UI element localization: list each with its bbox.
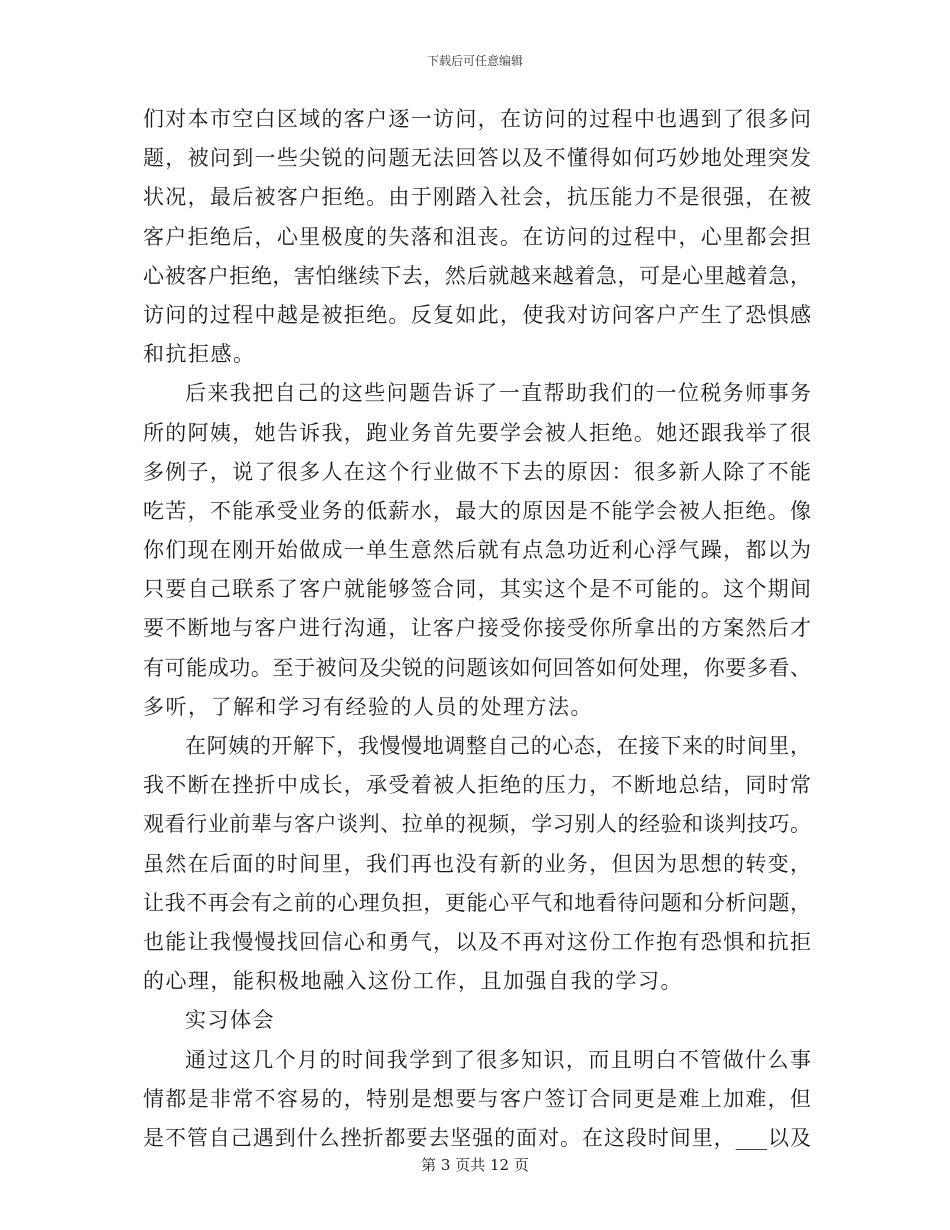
text-line: 吃苦，不能承受业务的低薪水，最大的原因是不能学会被人拒绝。像 [143, 498, 811, 523]
text-line: 多例子，说了很多人在这个行业做不下去的原因：很多新人除了不能 [143, 459, 811, 484]
text-line: 状况，最后被客户拒绝。由于刚踏入社会，抗压能力不是很强，在被 [143, 185, 811, 210]
text-line: 有可能成功。至于被问及尖锐的问题该如何回答如何处理，你要多看、 [143, 655, 811, 680]
text-line: 也能让我慢慢找回信心和勇气，以及不再对这份工作抱有恐惧和抗拒 [143, 929, 811, 954]
text-line: 所的阿姨，她告诉我，跑业务首先要学会被人拒绝。她还跟我举了很 [143, 420, 811, 445]
text-line: 和抗拒感。 [143, 342, 256, 367]
text-line: 访问的过程中越是被拒绝。反复如此，使我对访问客户产生了恐惧感 [143, 302, 811, 327]
text-line: 多听，了解和学习有经验的人员的处理方法。 [143, 694, 593, 719]
text-line: 要不断地与客户进行沟通，让客户接受你接受你所拿出的方案然后才 [143, 616, 811, 641]
document-body [143, 100, 811, 1158]
text-line: 虽然在后面的时间里，我们再也没有新的业务，但因为思想的转变， [143, 851, 811, 876]
text-line: 通过这几个月的时间我学到了很多知识，而且明白不管做什么事 [185, 1047, 811, 1072]
text-line: 是不管自己遇到什么挫折都要去坚强的面对。在这段时间里，___以及 [143, 1125, 811, 1150]
text-line: 只要自己联系了客户就能够签合同，其实这个是不可能的。这个期间 [143, 577, 811, 602]
text-line: 你们现在刚开始做成一单生意然后就有点急功近利心浮气躁，都以为 [143, 538, 811, 563]
text-line: 在阿姨的开解下，我慢慢地调整自己的心态，在接下来的时间里， [185, 734, 811, 758]
text-line: 让我不再会有之前的心理负担，更能心平气和地看待问题和分析问题， [143, 890, 811, 915]
text-line: 我不断在挫折中成长，承受着被人拒绝的压力，不断地总结，同时常 [143, 773, 811, 798]
text-line: 题，被问到一些尖锐的问题无法回答以及不懂得如何巧妙地处理突发 [143, 146, 811, 171]
text-line: 客户拒绝后，心里极度的失落和沮丧。在访问的过程中，心里都会担 [143, 224, 811, 249]
text-line: 情都是非常不容易的，特别是想要与客户签订合同更是难上加难，但 [143, 1086, 811, 1111]
section-heading: 实习体会 [185, 1008, 275, 1033]
page-footer: 第 3 页共 12 页 [421, 1156, 529, 1174]
text-line: 们对本市空白区域的客户逐一访问，在访问的过程中也遇到了很多问 [143, 107, 811, 131]
page-header: 下载后可任意编辑 [426, 54, 523, 68]
text-line: 的心理，能积极地融入这份工作，且加强自我的学习。 [143, 969, 683, 994]
text-line: 心被客户拒绝，害怕继续下去，然后就越来越着急，可是心里越着急， [143, 263, 811, 288]
text-line: 观看行业前辈与客户谈判、拉单的视频，学习别人的经验和谈判技巧。 [143, 812, 811, 837]
text-line: 后来我把自己的这些问题告诉了一直帮助我们的一位税务师事务 [185, 381, 811, 406]
